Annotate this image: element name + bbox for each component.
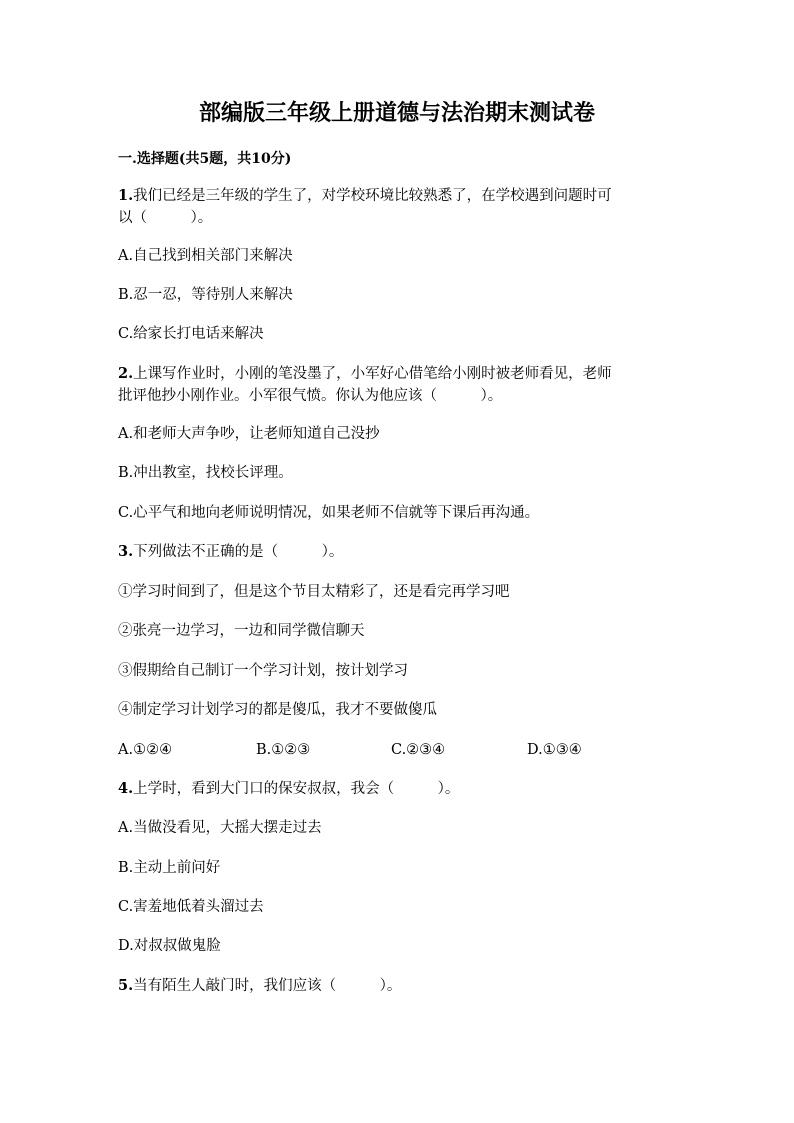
question-4-option-b: B.主动上前问好 bbox=[118, 860, 221, 876]
section-heading: 一.选择题(共5题，共10分) bbox=[118, 151, 292, 167]
question-1-option-c: C.给家长打电话来解决 bbox=[118, 326, 264, 342]
question-1-stem-line-1: 1.我们已经是三年级的学生了，对学校环境比较熟悉了，在学校遇到问题时可 bbox=[118, 187, 612, 204]
question-3-statement-2: ②张亮一边学习，一边和同学微信聊天 bbox=[118, 623, 365, 639]
question-5-stem: 5.当有陌生人敲门时，我们应该（ ）。 bbox=[118, 977, 402, 994]
page-title: 部编版三年级上册道德与法治期末测试卷 bbox=[198, 100, 595, 126]
question-3-statement-4: ④制定学习计划学习的都是傻瓜，我才不要做傻瓜 bbox=[118, 702, 437, 718]
question-3-number: 3. bbox=[118, 543, 134, 560]
question-3-option-b: B.①②③ bbox=[256, 742, 311, 758]
question-3-option-a: A.①②④ bbox=[118, 742, 173, 758]
question-4-option-d: D.对叔叔做鬼脸 bbox=[118, 938, 221, 954]
question-2-number: 2. bbox=[118, 365, 134, 382]
question-2-option-b: B.冲出教室，找校长评理。 bbox=[118, 465, 293, 481]
question-4-option-c: C.害羞地低着头溜过去 bbox=[118, 899, 264, 915]
question-3-stem: 3.下列做法不正确的是（ ）。 bbox=[118, 543, 344, 560]
question-1-stem-line-2: 以（ ）。 bbox=[118, 210, 213, 226]
question-2-stem-line-2: 批评他抄小刚作业。小军很气愤。你认为他应该（ ）。 bbox=[118, 388, 503, 404]
question-4-option-a: A.当做没看见，大摇大摆走过去 bbox=[118, 820, 322, 836]
question-3-statement-1: ①学习时间到了，但是这个节目太精彩了，还是看完再学习吧 bbox=[118, 584, 510, 600]
question-1-option-b: B.忍一忍，等待别人来解决 bbox=[118, 287, 293, 303]
question-1-option-a: A.自己找到相关部门来解决 bbox=[118, 248, 293, 264]
question-3-statement-3: ③假期给自己制订一个学习计划，按计划学习 bbox=[118, 663, 408, 679]
question-2-stem-line-1: 2.上课写作业时，小刚的笔没墨了，小军好心借笔给小刚时被老师看见，老师 bbox=[118, 365, 612, 382]
question-3-option-d: D.①③④ bbox=[527, 742, 582, 758]
question-3-options-row bbox=[0, 740, 794, 760]
question-1-number: 1. bbox=[118, 187, 134, 204]
question-4-stem: 4.上学时，看到大门口的保安叔叔，我会（ ）。 bbox=[118, 780, 460, 797]
question-3-option-c: C.②③④ bbox=[391, 742, 446, 758]
question-4-number: 4. bbox=[118, 780, 134, 797]
question-2-option-c: C.心平气和地向老师说明情况，如果老师不信就等下课后再沟通。 bbox=[118, 505, 540, 521]
question-5-number: 5. bbox=[118, 977, 134, 994]
question-2-option-a: A.和老师大声争吵，让老师知道自己没抄 bbox=[118, 426, 380, 442]
